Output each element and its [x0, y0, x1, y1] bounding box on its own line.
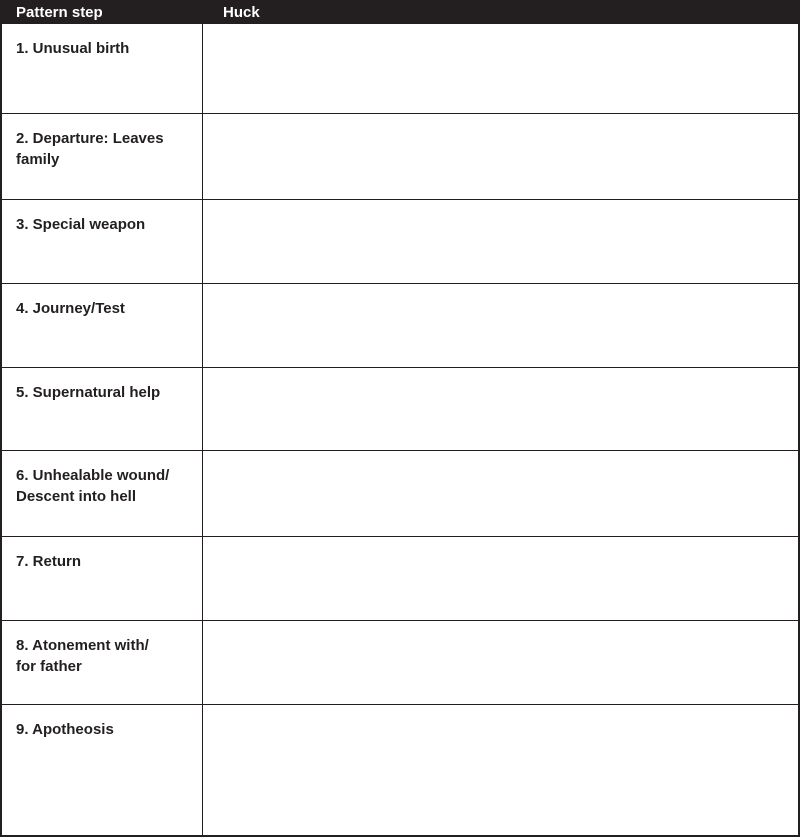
- table-row: [2, 24, 798, 114]
- answer-cell[interactable]: [203, 621, 798, 704]
- answer-cell[interactable]: [203, 705, 798, 835]
- table-row: [2, 705, 798, 835]
- table-header: [2, 0, 798, 24]
- pattern-step-label: 4. Journey/Test: [2, 284, 203, 367]
- pattern-step-label: 3. Special weapon: [2, 200, 203, 283]
- answer-cell[interactable]: [203, 537, 798, 620]
- table-row: [2, 368, 798, 451]
- answer-cell[interactable]: [203, 114, 798, 199]
- table-row: [2, 284, 798, 368]
- table-row: [2, 537, 798, 621]
- header-pattern-step: Pattern step: [16, 3, 103, 21]
- table-row: [2, 200, 798, 284]
- pattern-step-label: 7. Return: [2, 537, 203, 620]
- pattern-step-label: 2. Departure: Leaves family: [2, 114, 203, 199]
- table-row: [2, 621, 798, 705]
- answer-cell[interactable]: [203, 200, 798, 283]
- answer-cell[interactable]: [203, 451, 798, 536]
- answer-cell[interactable]: [203, 284, 798, 367]
- pattern-step-label: 1. Unusual birth: [2, 24, 203, 113]
- table-row: [2, 451, 798, 537]
- pattern-step-label: 5. Supernatural help: [2, 368, 203, 450]
- pattern-step-label: 8. Atonement with/ for father: [2, 621, 203, 704]
- pattern-step-label: 9. Apotheosis: [2, 705, 203, 835]
- pattern-step-label: 6. Unhealable wound/ Descent into hell: [2, 451, 203, 536]
- answer-cell[interactable]: [203, 368, 798, 450]
- table-row: [2, 114, 798, 200]
- answer-cell[interactable]: [203, 24, 798, 113]
- header-character: Huck: [223, 3, 260, 21]
